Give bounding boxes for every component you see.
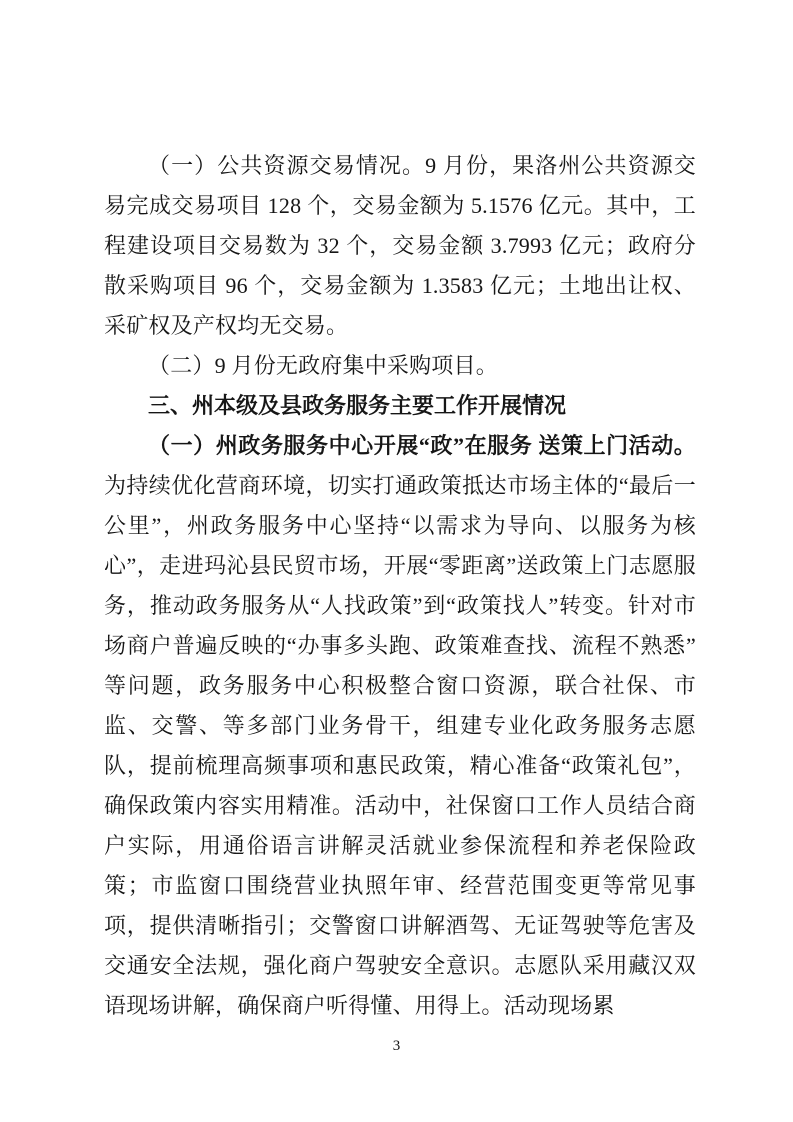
- section-heading-government-services: 三、州本级及县政务服务主要工作开展情况: [148, 393, 567, 418]
- paragraph-service-center-activity: [104, 426, 696, 1026]
- document-body: [104, 146, 696, 1026]
- paragraph-no-centralized-procurement: [104, 346, 696, 386]
- paragraph-public-resource-trading-text: 9 月份，果洛州公共资源交易完成交易项目 128 个，交易金额为 5.1576 亿元。其中，工程建设项目交易数为 32 个，交易金额 3.7993 亿元；政府分散采购项目 96 个，交易金额为 1.3583 亿元；土地出让权、采矿权及产权均无交易。: [104, 153, 696, 338]
- paragraph-no-centralized-procurement-text: （二）9 月份无政府集中采购项目。: [148, 353, 498, 378]
- page-number: 3: [392, 1038, 401, 1054]
- subitem-heading-public-resource-trading: （一）公共资源交易情况。: [148, 153, 426, 178]
- paragraph-service-center-activity-text: 为持续优化营商环境，切实打通政策抵达市场主体的“最后一公里”，州政务服务中心坚持“以需求为导向、以服务为核心”，走进玛沁县民贸市场，开展“零距离”送政策上门志愿服务，推动政务服务从“人找政策”到“政策找人”转变。针对市场商户普遍反映的“办事多头跑、政策难查找、流程不熟悉”等问题，政务服务中心积极整合窗口资源，联合社保、市监、交警、等多部门业务骨干，组建专业化政务服务志愿队，提前梳理高频事项和惠民政策，精心准备“政策礼包”，确保政策内容实用精准。活动中，社保窗口工作人员结合商户实际，用通俗语言讲解灵活就业参保流程和养老保险政策；市监窗口围绕营业执照年审、经营范围变更等常见事项，提供清晰指引；交警窗口讲解酒驾、无证驾驶等危害及交通安全法规，强化商户驾驶安全意识。志愿队采用藏汉双语现场讲解，确保商户听得懂、用得上。活动现场累: [104, 473, 696, 1018]
- subitem-heading-service-center-activity: （一）州政务服务中心开展“政”在服务 送策上门活动。: [148, 433, 696, 458]
- paragraph-public-resource-trading: [104, 146, 696, 346]
